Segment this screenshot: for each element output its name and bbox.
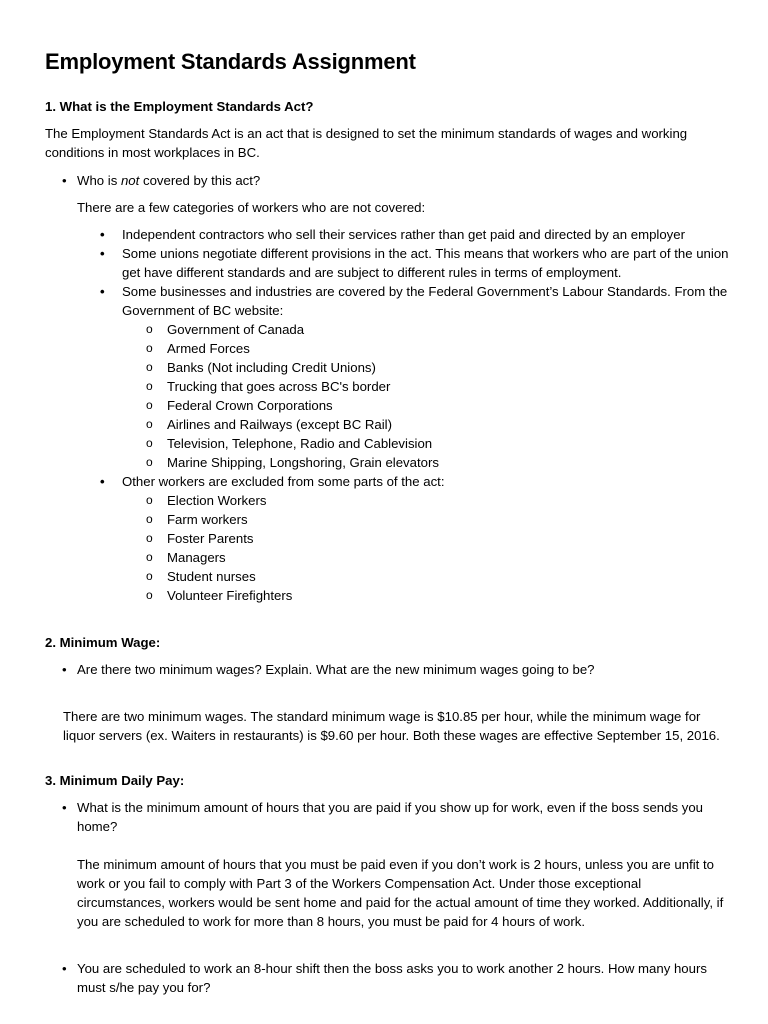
sub-list-item: o Airlines and Railways (except BC Rail): [45, 415, 735, 434]
section-3-answer-1: The minimum amount of hours that you must be paid even if you don’t work is 2 hours, unless you are unfit to work or you fail to comply with Part 3 of the Workers Compensation Act. Under those exceptional circumstances, workers would be sent home and paid for the actual amount of time they worked. Additionally, if you are scheduled to work for more than 8 hours, you must be paid for 4 hours of work.: [77, 857, 724, 929]
excluded-workers-list: [45, 491, 735, 605]
list-item: • You are scheduled to work an 8-hour shift then the boss asks you to work another 2 hours. How many hours must s/he pay you for?: [45, 959, 730, 997]
not-covered-intro: There are a few categories of workers who are not covered:: [77, 200, 426, 215]
section-3-question-1-list: [45, 798, 730, 836]
sub-list-item: o Federal Crown Corporations: [45, 396, 735, 415]
section-1-question-list: [45, 171, 735, 190]
question-text: Who is: [77, 173, 121, 188]
list-item: • Are there two minimum wages? Explain. What are the new minimum wages going to be?: [45, 660, 735, 679]
sub-list-item: o Foster Parents: [45, 529, 735, 548]
sub-list-item: o Managers: [45, 548, 735, 567]
question-emphasis: not: [120, 173, 140, 188]
not-covered-list: [45, 225, 735, 605]
excluded-intro: Other workers are excluded from some parts of the act:: [122, 474, 445, 489]
sub-list-item: o Armed Forces: [45, 339, 735, 358]
section-2-question-list: [45, 660, 735, 679]
sub-list-item: o Student nurses: [45, 567, 735, 586]
section-2-heading: 2. Minimum Wage:: [45, 635, 161, 650]
federal-intro: Some businesses and industries are covered by the Federal Government’s Labour Standards. From the Government of BC website:: [122, 284, 728, 318]
sub-list-item: o Government of Canada: [45, 320, 735, 339]
list-item: • Some unions negotiate different provisions in the act. This means that workers who are part of the union get have different standards and are subject to different rules in terms of employment.: [45, 244, 735, 282]
sub-list-item: o Election Workers: [45, 491, 735, 510]
list-item: • Independent contractors who sell their services rather than get paid and directed by an employer: [45, 225, 735, 244]
section-2-answer: There are two minimum wages. The standard minimum wage is $10.85 per hour, while the minimum wage for liquor servers (ex. Waiters in restaurants) is $9.60 per hour. Both these wages are effective September 15, 2016.: [63, 709, 720, 743]
section-3-question-2-list: [45, 959, 730, 997]
list-item: • What is the minimum amount of hours that you are paid if you show up for work, even if the boss sends you home?: [45, 798, 730, 836]
sub-list-item: o Farm workers: [45, 510, 735, 529]
section-1-paragraph: The Employment Standards Act is an act that is designed to set the minimum standards of wages and working conditions in most workplaces in BC.: [45, 126, 688, 160]
sub-list-item: o Trucking that goes across BC's border: [45, 377, 735, 396]
question-text: covered by this act?: [139, 173, 261, 188]
section-3-heading: 3. Minimum Daily Pay:: [45, 773, 185, 788]
list-item: [45, 472, 735, 605]
federal-industries-list: [45, 320, 735, 472]
sub-list-item: o Banks (Not including Credit Unions): [45, 358, 735, 377]
document-title: Employment Standards Assignment: [45, 49, 416, 74]
sub-list-item: o Television, Telephone, Radio and Cablevision: [45, 434, 735, 453]
sub-list-item: o Volunteer Firefighters: [45, 586, 735, 605]
section-1-heading: 1. What is the Employment Standards Act?: [45, 99, 314, 114]
list-item: [45, 282, 735, 472]
sub-list-item: o Marine Shipping, Longshoring, Grain elevators: [45, 453, 735, 472]
list-item: [45, 171, 735, 190]
